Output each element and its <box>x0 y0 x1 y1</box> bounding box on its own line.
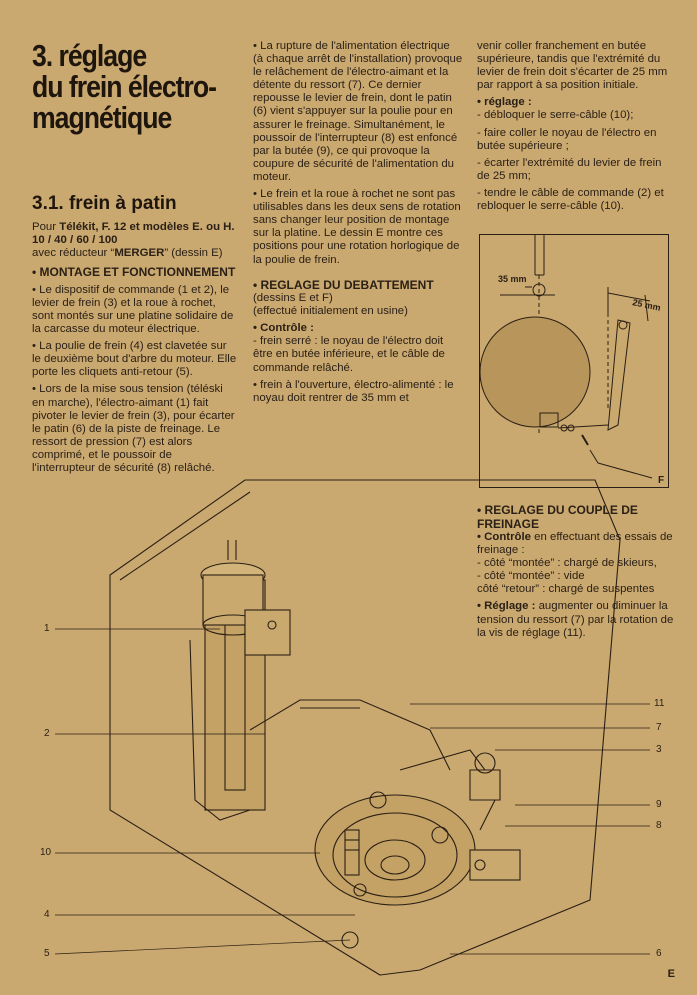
list-item: - tendre le câble de commande (2) et rebloquer le serre-câble (10). <box>477 186 664 213</box>
heading-debattement: • REGLAGE DU DEBATTEMENT <box>253 277 434 292</box>
paragraph: - frein serré : le noyau de l'électro doit être en butée inférieure, et le câble de commande relâché. <box>253 335 445 374</box>
section-subtitle: 3.1. frein à patin <box>32 193 177 214</box>
list-item: - écarter l'extrémité du levier de frein de 25 mm; <box>477 156 662 182</box>
paragraph: venir coller franchement en butée supérieure, tandis que l'extrémité du levier de frein doit s'écarter de 25 mm par rapport à sa position initiale. <box>477 40 668 92</box>
callout-4: 4 <box>44 909 50 920</box>
intro-models: Télékit, F. 12 et modèles E. ou H. 10 / 40 / 60 / 100 <box>32 221 235 247</box>
callout-5: 5 <box>44 948 50 959</box>
paragraph: • Le dispositif de commande (1 et 2), le levier de frein (3) et la roue à rochet, sont montés sur une platine solidaire de la carcasse du moteur électrique. <box>32 283 234 336</box>
heading-montage: • MONTAGE ET FONCTIONNEMENT <box>32 265 236 280</box>
callout-2: 2 <box>44 728 50 739</box>
reglage-bold: • Réglage : <box>477 600 536 613</box>
callout-8: 8 <box>656 820 662 831</box>
intro-paragraph <box>32 221 237 260</box>
title-line-2: du frein électro- <box>32 69 216 104</box>
column-3 <box>477 40 677 217</box>
paragraph: • Le frein et la roue à rochet ne sont pas utilisables dans les deux sens de rotation sans changer leur position de montage sur la platine. Le dessin E montre ces positions pour une rotation horlogique de la poulie de frein. <box>253 188 461 266</box>
list-item: côté “retour” : chargé de suspentes <box>477 583 655 596</box>
figure-f <box>479 234 669 488</box>
callout-1: 1 <box>44 623 50 634</box>
sub-line: (effectué initialement en usine) <box>253 305 408 318</box>
paragraph: • La rupture de l'alimentation électrique (à chaque arrêt de l'installation) provoque le relâchement de l'électro-aimant et la détente du ressort (7). Ce dernier repousse le levier de frein, dont le patin (6) vient s'appuyer sur la poulie pour en assurer le freinage. Simultanément, le poussoir de l'interrupteur (8) est enfoncé par la butée (9), ce qui provoque la coupure de sécurité de l'alimentation du moteur. <box>253 40 463 183</box>
paragraph: • La poulie de frein (4) est clavetée sur le deuxième bout d'arbre du moteur. Elle porte les cliquets anti-retour (5). <box>32 340 237 379</box>
column-1 <box>32 221 237 479</box>
figure-f-drawing <box>480 235 668 487</box>
paragraph: • Lors de la mise sous tension (téléski en marche), l'électro-aimant (1) fait pivoter le levier de frein (3), pour écarter le patin (6) de la piste de freinage. Le ressort de pression (7) est alors comprimé, et le poussoir de l'interrupteur de sécurité (8) relâché. <box>32 383 235 474</box>
controle-heading: • Contrôle : <box>253 322 314 335</box>
page-title <box>32 40 217 133</box>
intro-text-2: avec réducteur “ <box>32 247 115 260</box>
column-2 <box>253 40 463 409</box>
callout-6: 6 <box>656 948 662 959</box>
dim-35mm: 35 mm <box>498 274 527 284</box>
reglage-text: augmenter ou diminuer la tension du ressort (7) par la rotation de la vis de réglage (11). <box>477 600 674 639</box>
page-footer-letter: E <box>667 968 675 980</box>
controle-bold: • Contrôle <box>477 531 531 543</box>
callout-11: 11 <box>654 698 665 709</box>
intro-reducer: MERGER <box>114 247 165 260</box>
list-item: - faire coller le noyau de l'électro en butée supérieure ; <box>477 126 657 152</box>
title-line-3: magnétique <box>32 100 172 135</box>
list-item: - côté “montée” : chargé de skieurs, <box>477 557 657 570</box>
figure-label-f: F <box>658 475 665 486</box>
intro-text-3: ” (dessin E) <box>164 247 223 260</box>
dim-25mm: 25 mm <box>631 297 662 313</box>
paragraph: • frein à l'ouverture, électro-alimenté : le noyau doit rentrer de 35 mm et <box>253 378 454 404</box>
list-item: - côté “montée” : vide <box>477 570 585 583</box>
intro-text: Pour <box>32 221 60 233</box>
technical-drawing-e <box>0 470 697 980</box>
callout-7: 7 <box>656 722 662 733</box>
sub-line: (dessins E et F) <box>253 292 333 305</box>
title-line-1: 3. réglage <box>32 38 147 73</box>
callout-9: 9 <box>656 799 662 810</box>
callout-3: 3 <box>656 744 662 755</box>
controle-text: en effectuant des essais de freinage : <box>477 531 673 557</box>
list-item: - débloquer le serre-câble (10); <box>477 109 634 122</box>
callout-10: 10 <box>40 847 52 858</box>
heading-couple: • REGLAGE DU COUPLE DE FREINAGE <box>477 503 638 531</box>
reglage-heading: • réglage : <box>477 96 532 109</box>
